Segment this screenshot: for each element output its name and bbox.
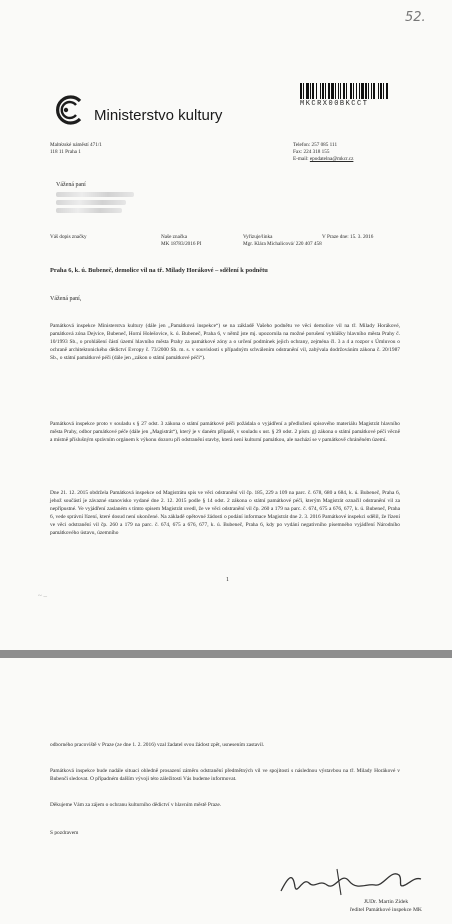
contact-block xyxy=(293,142,353,163)
barcode-text: MKCRX00BKCCT xyxy=(300,100,369,108)
your-ref-label: Váš dopis značky xyxy=(50,234,87,240)
ministry-name: Ministerstvo kultury xyxy=(94,107,223,124)
redacted-city xyxy=(56,208,122,213)
fax: Fax: 224 318 155 xyxy=(293,149,330,155)
closing: S pozdravem xyxy=(50,830,79,836)
barcode-bar xyxy=(388,83,389,99)
letter-date: V Praze dne: 15. 3. 2016 xyxy=(322,234,374,240)
redacted-name xyxy=(56,192,134,197)
page2-paragraph-1: odborného pracoviště v Praze (ze dne 1. 2. 2016) vzal žadatel svou žádost zpět, usnesením zastavil. xyxy=(50,742,265,748)
handled-label: Vyřizuje/linka xyxy=(243,234,273,240)
email-label: E-mail: xyxy=(293,156,309,162)
phone: Telefon: 257 085 111 xyxy=(293,142,338,148)
signatory-name: JUDr. Martin Zídek xyxy=(363,899,409,905)
barcode xyxy=(300,83,428,108)
paragraph-1: Památková inspekce Ministerstva kultury (dále jen „Památková inspekce“) se na základě Vašeho podnětu ve věci demolice vil na tř. Milady Horákové, památková zóna Dejvice, Bubeneč, Horní Holešovice, k. ú. Bubeneč, Praha 6, v němž jste mj. upozornila na možné porušení vyhlášky hlavního města Prahy č. 10/1993 Sb., o prohlášení částí území hlavního města Prahy za památkové zóny a o určení podmínek jejich ochrany, zejména čl. 3 a 4 a rozpor s Úmluvou o ochraně architektonického dědictví Evropy č. 73/2000 Sb. m. s. v souvislosti s případným schválením odstranění vil, zabývala dodržováním zákona č. 20/1987 Sb., o státní památkové péči (dále jen „zákon o státní památkové péči“). xyxy=(50,323,400,361)
signatory xyxy=(336,899,436,914)
email-link[interactable]: epodatelna@mkcr.cz xyxy=(309,156,354,162)
our-ref-value: MK 18783/2016 PI xyxy=(161,241,202,247)
handwritten-signature-icon xyxy=(275,865,425,901)
our-ref-label: Naše značka xyxy=(161,234,188,240)
page2-paragraph-3: Děkujeme Vám za zájem o ochranu kulturního dědictví v hlavním městě Praze. xyxy=(50,802,222,808)
page-number: 1 xyxy=(226,577,229,583)
address-line-1: Maltézské náměstí 471/1 xyxy=(50,142,102,148)
margin-mark: ~ – xyxy=(38,592,48,600)
address-line-2: 118 11 Praha 1 xyxy=(50,149,81,155)
paragraph-2: Památková inspekce proto v souladu s § 27 odst. 3 zákona o státní památkové péči požádala o vyjádření a předložení spisového materiálu Magistrát hlavního města Prahy, odbor památkové péče (dále jen „Magistrát“), který je v daném případě, v souladu s ust. § 29 odst. 2 písm. g) zákona o státní památkové péči věcně a místně příslušným správním orgánem k výkonu dozoru při odstranění stavby, která není kulturní památkou, ale nachází se v památkově chráněném území. xyxy=(50,421,400,443)
our-ref xyxy=(161,234,201,248)
email xyxy=(293,156,353,163)
handled-value: Mgr. Klára Michalicová/ 220 407 458 xyxy=(243,241,322,247)
handled-by xyxy=(243,234,322,248)
sender-address xyxy=(50,142,102,156)
ministry-logo-icon xyxy=(50,95,88,125)
redacted-street xyxy=(56,200,126,205)
recipient-salutation: Vážená paní xyxy=(56,182,86,188)
handwritten-page-number: 52. xyxy=(405,10,426,25)
letter-salutation: Vážená paní, xyxy=(50,296,82,302)
recipient-block xyxy=(56,181,134,213)
letter-subject: Praha 6, k. ú. Bubeneč, demolice vil na tř. Milady Horákové – sdělení k podnětu xyxy=(50,267,268,274)
signatory-title: ředitel Památkové inspekce MK xyxy=(350,906,422,913)
paragraph-3: Dne 21. 12. 2015 obdržela Památková inspekce od Magistrátu spis ve věci odstranění vil čp. 185, 229 a 109 na parc. č. 678, 680 a 684, k. ú. Bubeneč, Praha 6, jehož součástí je závazné stanovisko vydané dne 2. 12. 2015 podle § 14 odst. 2 zákona o státní památkové péči, kterým Magistrát označil odstranění vil za nepřípustné. Ve vyjádření zaslaném s tímto spisem Magistrát uvedl, že ve věci odstranění vil čp. 260 a 179 na parc. č. 674, 675 a 676, 677, k. ú. Bubeneč, Praha 6, vede správní řízení, které dosud není ukončené. Na základě opětovné žádosti o podání informace Magistrát dne 2. 3. 2016 Památkové inspekci sdělil, že řízení ve věci odstranění vil čp. 260 a 179 na parc. č. 674, 675 a 676, 677, k. ú. Bubeneč, Praha 6, kdy po vydání negativního písemného vyjádření Národního památkového ústavu, územního xyxy=(50,490,400,536)
page2-paragraph-2: Památková inspekce bude nadále situaci ohledně prosazení záměru odstranění předmětných vil ve spojitosti s následnou výstavbou na tř. Milady Horákové v Bubenči sledovat. O případném dalším vývoji této záležitosti Vás budeme informovat. xyxy=(50,768,400,782)
barcode-bars xyxy=(300,83,428,99)
